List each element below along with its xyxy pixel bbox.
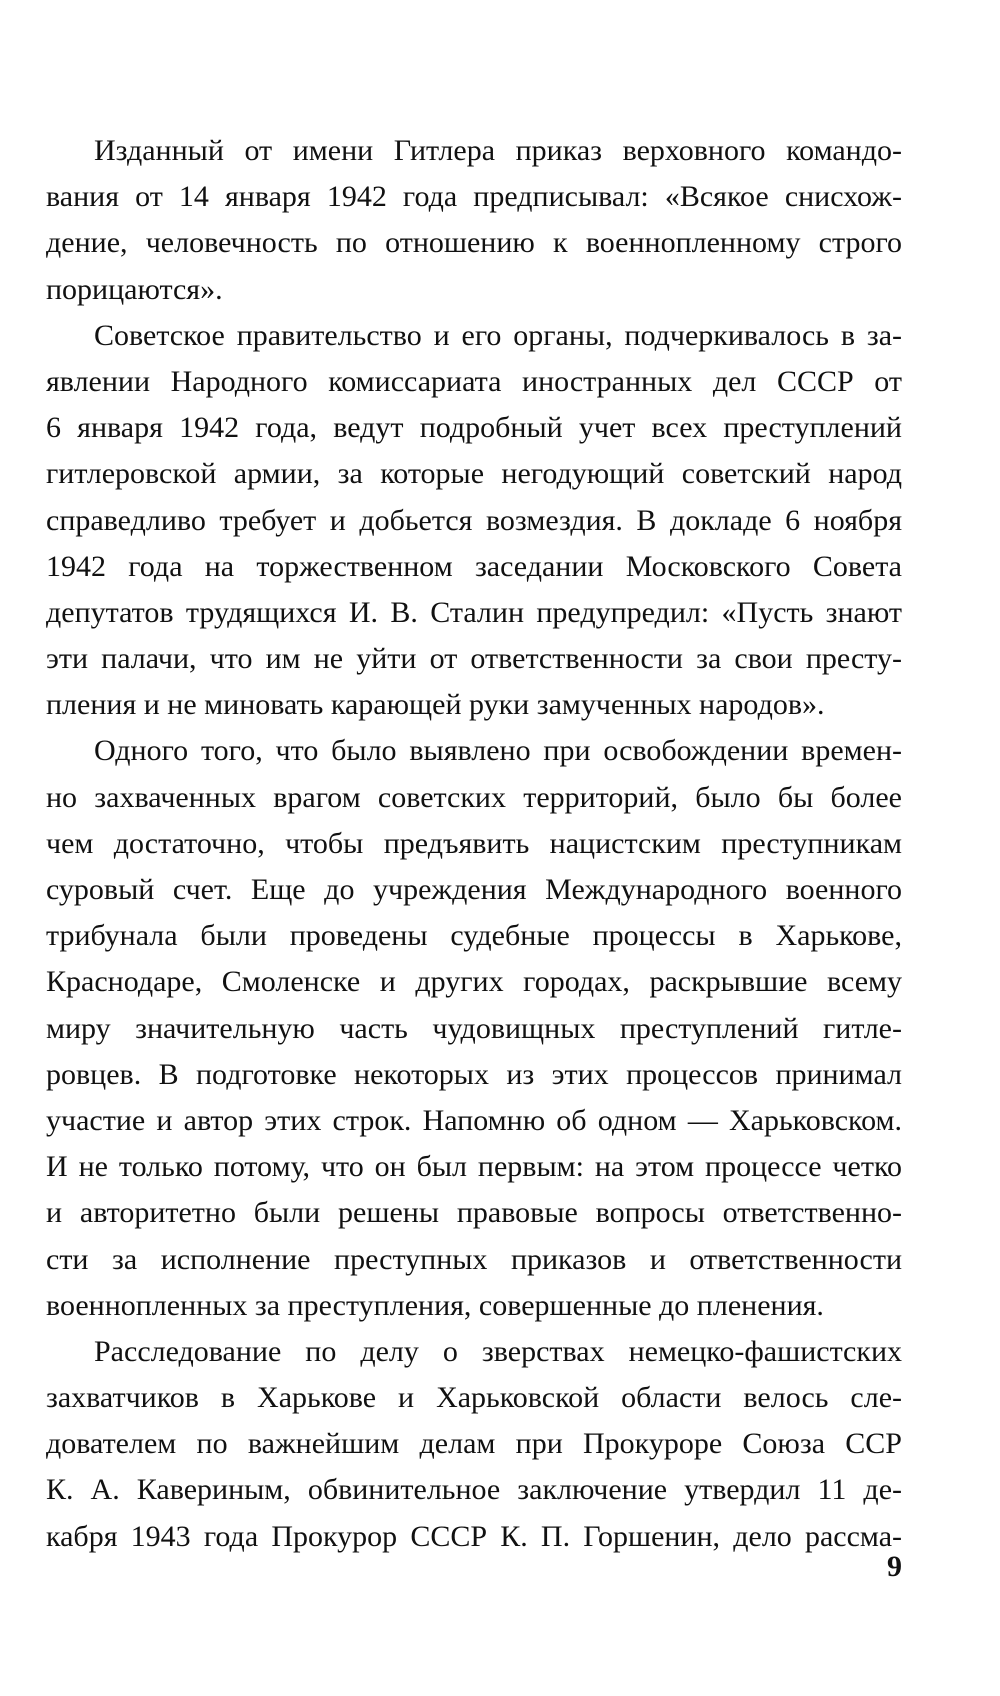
text-line: Расследование по делу о зверствах немецко-фашистских bbox=[94, 1334, 902, 1368]
text-line: миру значительную часть чудовищных преступлений гитле- bbox=[46, 1011, 902, 1045]
text-line: Советское правительство и его органы, подчеркивалось в за- bbox=[94, 318, 902, 352]
text-line: военнопленных за преступления, совершенные до пленения. bbox=[46, 1288, 824, 1322]
text-line: но захваченных врагом советских территорий, было бы более bbox=[46, 780, 902, 814]
text-line: чем достаточно, чтобы предъявить нацистским преступникам bbox=[46, 826, 902, 860]
text-line: и авторитетно были решены правовые вопросы ответственно- bbox=[46, 1196, 902, 1230]
text-line: вания от 14 января 1942 года предписывал: «Всякое снисхож- bbox=[46, 180, 902, 214]
text-line: 6 января 1942 года, ведут подробный учет всех преступлений bbox=[46, 411, 902, 445]
text-line: трибунала были проведены судебные процессы в Харькове, bbox=[46, 919, 902, 953]
text-line: дователем по важнейшим делам при Прокуроре Союза ССР bbox=[46, 1427, 902, 1461]
text-line: гитлеровской армии, за которые негодующий советский народ bbox=[46, 457, 902, 491]
body-text bbox=[46, 128, 902, 1560]
text-line: Краснодаре, Смоленске и других городах, раскрывшие всему bbox=[46, 965, 902, 999]
text-line: К. А. Кавериным, обвинительное заключение утвердил 11 де- bbox=[46, 1473, 902, 1507]
text-line: дение, человечность по отношению к военнопленному строго bbox=[46, 226, 902, 260]
text-line: 1942 года на торжественном заседании Московского Совета bbox=[46, 549, 902, 583]
text-line: пления и не миновать карающей руки замученных народов». bbox=[46, 688, 825, 722]
text-line: суровый счет. Еще до учреждения Международного военного bbox=[46, 873, 902, 906]
text-line: участие и автор этих строк. Напомню об одном — Харьковском. bbox=[46, 1103, 902, 1137]
text-line: ровцев. В подготовке некоторых из этих процессов принимал bbox=[46, 1057, 902, 1091]
text-line: сти за исполнение преступных приказов и ответственности bbox=[46, 1242, 902, 1276]
text-line: явлении Народного комиссариата иностранных дел СССР от bbox=[46, 364, 902, 398]
text-line: захватчиков в Харькове и Харьковской области велось сле- bbox=[46, 1381, 902, 1415]
page-number: 9 bbox=[887, 1550, 902, 1583]
text-line: кабря 1943 года Прокурор СССР К. П. Горшенин, дело рассма- bbox=[46, 1519, 902, 1553]
text-line: Одного того, что было выявлено при освобождении времен- bbox=[94, 734, 902, 768]
text-line: депутатов трудящихся И. В. Сталин предупредил: «Пусть знают bbox=[46, 595, 902, 629]
text-line: порицаются». bbox=[46, 272, 223, 306]
text-line: И не только потому, что он был первым: на этом процессе четко bbox=[46, 1150, 902, 1184]
text-line: Изданный от имени Гитлера приказ верховного командо- bbox=[94, 134, 902, 167]
text-line: справедливо требует и добьется возмездия. В докладе 6 ноября bbox=[46, 503, 902, 537]
text-line: эти палачи, что им не уйти от ответственности за свои престу- bbox=[46, 642, 902, 676]
